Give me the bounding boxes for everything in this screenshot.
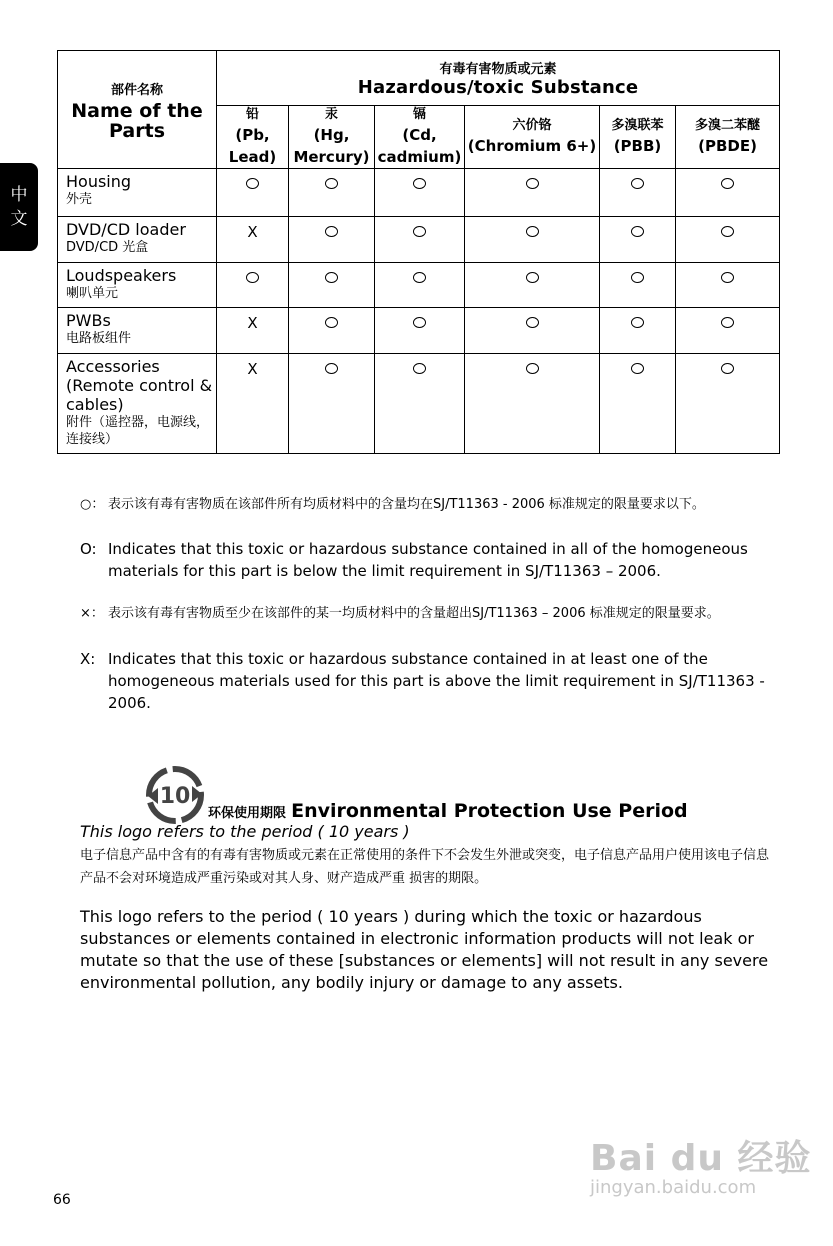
table-row bbox=[58, 354, 780, 454]
column-header-en: (PBDE) bbox=[698, 137, 757, 155]
compliant-mark-icon bbox=[246, 178, 259, 189]
compliant-mark-icon bbox=[526, 272, 539, 283]
mark-cell bbox=[600, 263, 676, 308]
part-name-en: DVD/CD loader bbox=[66, 220, 186, 239]
part-name-cn: 外壳 bbox=[66, 192, 93, 207]
mark-cell bbox=[676, 263, 780, 308]
substance-header bbox=[217, 51, 780, 106]
mark-cell bbox=[375, 169, 465, 217]
compliant-mark-icon bbox=[721, 317, 734, 328]
mark-cell bbox=[217, 354, 289, 454]
column-header-cn: 汞 bbox=[324, 107, 338, 122]
column-header bbox=[676, 106, 780, 169]
column-header bbox=[600, 106, 676, 169]
compliant-mark-icon bbox=[526, 178, 539, 189]
part-name-cn: 附件（遥控器，电源线，连接线） bbox=[66, 415, 210, 447]
compliant-mark-icon bbox=[413, 226, 426, 237]
column-header bbox=[465, 106, 600, 169]
note-x-en-label: X: bbox=[80, 650, 96, 668]
mark-cell bbox=[217, 217, 289, 263]
epup-title-en: Environmental Protection Use Period bbox=[291, 800, 688, 822]
table-row bbox=[58, 169, 780, 217]
column-header-en: (Pb, Lead) bbox=[228, 126, 277, 166]
language-tab bbox=[0, 163, 38, 251]
mark-cell bbox=[217, 169, 289, 217]
note-x-en bbox=[80, 648, 780, 714]
table-row bbox=[58, 217, 780, 263]
epup-cn-text: 电子信息产品中含有的有毒有害物质或元素在正常使用的条件下不会发生外泄或突变，电子信息产品用户使用该电子信息产品不会对环境造成严重污染或对其人身、财产造成严重 损害的期限。 bbox=[80, 848, 770, 886]
mark-cell bbox=[600, 308, 676, 354]
mark-cell bbox=[465, 217, 600, 263]
column-header-cn: 多溴联苯 bbox=[611, 118, 664, 133]
mark-cell bbox=[289, 217, 375, 263]
part-name-en: PWBs bbox=[66, 311, 111, 330]
compliant-mark-icon bbox=[325, 272, 338, 283]
compliant-mark-icon bbox=[413, 363, 426, 374]
mark-cell bbox=[217, 308, 289, 354]
column-header-cn: 镉 bbox=[412, 107, 426, 122]
substance-header-cn: 有毒有害物质或元素 bbox=[439, 62, 557, 77]
mark-cell bbox=[375, 217, 465, 263]
language-tab-char: 文 bbox=[10, 209, 28, 229]
language-tab-char: 中 bbox=[10, 185, 28, 205]
page-number: 66 bbox=[53, 1192, 71, 1208]
mark-cell bbox=[676, 169, 780, 217]
compliant-mark-icon bbox=[631, 226, 644, 237]
compliant-mark-icon bbox=[721, 272, 734, 283]
epup-en-text: This logo refers to the period ( 10 years ) during which the toxic or hazardous substances or elements contained in electronic information products will not leak or mutate so that the use of these [substances or elements] will not result in any severe environmental pollution, any bodily injury or damage to any assets. bbox=[80, 907, 769, 992]
column-header bbox=[217, 106, 289, 169]
compliant-mark-icon bbox=[413, 178, 426, 189]
note-o-en-text: Indicates that this toxic or hazardous substance contained in all of the homogeneous materials for this part is below the limit requirement in SJ/T11363 – 2006. bbox=[108, 540, 748, 580]
note-o-en bbox=[80, 538, 780, 582]
substance-header-en: Hazardous/toxic Substance bbox=[357, 77, 639, 98]
column-header-en: (PBB) bbox=[613, 137, 662, 155]
note-x-en-text: Indicates that this toxic or hazardous substance contained in at least one of the homogeneous materials used for this part is above the limit requirement in SJ/T11363 - 2006. bbox=[108, 650, 765, 712]
note-o-cn bbox=[80, 494, 780, 516]
mark-cell bbox=[465, 354, 600, 454]
column-header-en: (Cd, cadmium) bbox=[377, 126, 462, 166]
epup-logo-number: 10 bbox=[159, 784, 191, 809]
column-header-en: (Chromium 6+) bbox=[467, 137, 597, 155]
part-name-cn: 电路板组件 bbox=[66, 331, 132, 346]
compliant-mark-icon bbox=[526, 317, 539, 328]
mark-cell bbox=[289, 354, 375, 454]
column-header-cn: 铅 bbox=[245, 107, 259, 122]
mark-cell bbox=[600, 354, 676, 454]
note-o-cn-text: 表示该有毒有害物质在该部件所有均质材料中的含量均在SJ/T11363 - 2006 标准规定的限量要求以下。 bbox=[108, 497, 705, 512]
mark-cell bbox=[676, 354, 780, 454]
exceeds-mark-icon: X bbox=[247, 360, 258, 378]
part-name-cell bbox=[58, 354, 217, 454]
mark-cell bbox=[289, 308, 375, 354]
mark-cell bbox=[289, 169, 375, 217]
mark-cell bbox=[289, 263, 375, 308]
compliant-mark-icon bbox=[526, 363, 539, 374]
mark-cell bbox=[465, 308, 600, 354]
table-row bbox=[58, 308, 780, 354]
exceeds-mark-icon: X bbox=[247, 223, 258, 241]
compliant-mark-icon bbox=[721, 363, 734, 374]
part-name-cell bbox=[58, 169, 217, 217]
compliant-mark-icon bbox=[631, 178, 644, 189]
table-row bbox=[58, 263, 780, 308]
mark-cell bbox=[217, 263, 289, 308]
column-header-cn: 六价铬 bbox=[512, 118, 552, 133]
parts-header-en: Name of the Parts bbox=[71, 99, 203, 142]
compliant-mark-icon bbox=[526, 226, 539, 237]
note-o-en-label: O: bbox=[80, 540, 97, 558]
exceeds-mark-icon: X bbox=[247, 314, 258, 332]
mark-cell bbox=[465, 263, 600, 308]
mark-cell bbox=[375, 263, 465, 308]
compliant-mark-icon bbox=[325, 363, 338, 374]
compliant-mark-icon bbox=[721, 226, 734, 237]
watermark bbox=[590, 1130, 812, 1198]
compliant-mark-icon bbox=[631, 272, 644, 283]
note-x-cn-label: ×： bbox=[80, 606, 104, 621]
compliant-mark-icon bbox=[246, 272, 259, 283]
parts-header-cn: 部件名称 bbox=[110, 82, 163, 98]
compliant-mark-icon bbox=[325, 178, 338, 189]
compliant-mark-icon bbox=[631, 363, 644, 374]
note-o-cn-label: ○： bbox=[80, 497, 105, 512]
mark-cell bbox=[676, 308, 780, 354]
part-name-cell bbox=[58, 217, 217, 263]
note-x-cn bbox=[80, 603, 780, 625]
note-x-cn-text: 表示该有毒有害物质至少在该部件的某一均质材料中的含量超出SJ/T11363 – 2006 标准规定的限量要求。 bbox=[108, 606, 720, 621]
compliant-mark-icon bbox=[631, 317, 644, 328]
column-header-en: (Hg, Mercury) bbox=[293, 126, 370, 166]
mark-cell bbox=[676, 217, 780, 263]
hazardous-substance-table bbox=[57, 50, 780, 454]
mark-cell bbox=[465, 169, 600, 217]
epup-title bbox=[208, 800, 688, 822]
mark-cell bbox=[600, 169, 676, 217]
part-name-en: Loudspeakers bbox=[66, 266, 177, 285]
epup-logo-icon bbox=[146, 766, 204, 824]
compliant-mark-icon bbox=[325, 317, 338, 328]
mark-cell bbox=[375, 354, 465, 454]
part-name-en: Accessories (Remote control & cables) bbox=[66, 357, 213, 414]
epup-italic: This logo refers to the period ( 10 years ) bbox=[80, 822, 410, 841]
compliant-mark-icon bbox=[413, 317, 426, 328]
parts-header bbox=[58, 51, 217, 169]
column-header-cn: 多溴二苯醚 bbox=[695, 118, 761, 133]
watermark-brand: Bai du 经验 bbox=[590, 1138, 812, 1179]
column-header bbox=[289, 106, 375, 169]
compliant-mark-icon bbox=[325, 226, 338, 237]
part-name-cn: DVD/CD 光盒 bbox=[66, 240, 149, 255]
part-name-cn: 喇叭单元 bbox=[66, 286, 119, 301]
mark-cell bbox=[600, 217, 676, 263]
part-name-en: Housing bbox=[66, 172, 132, 191]
watermark-url: jingyan.baidu.com bbox=[590, 1177, 757, 1198]
part-name-cell bbox=[58, 308, 217, 354]
compliant-mark-icon bbox=[413, 272, 426, 283]
compliant-mark-icon bbox=[721, 178, 734, 189]
epup-title-cn: 环保使用期限 bbox=[208, 806, 287, 821]
column-header bbox=[375, 106, 465, 169]
part-name-cell bbox=[58, 263, 217, 308]
mark-cell bbox=[375, 308, 465, 354]
